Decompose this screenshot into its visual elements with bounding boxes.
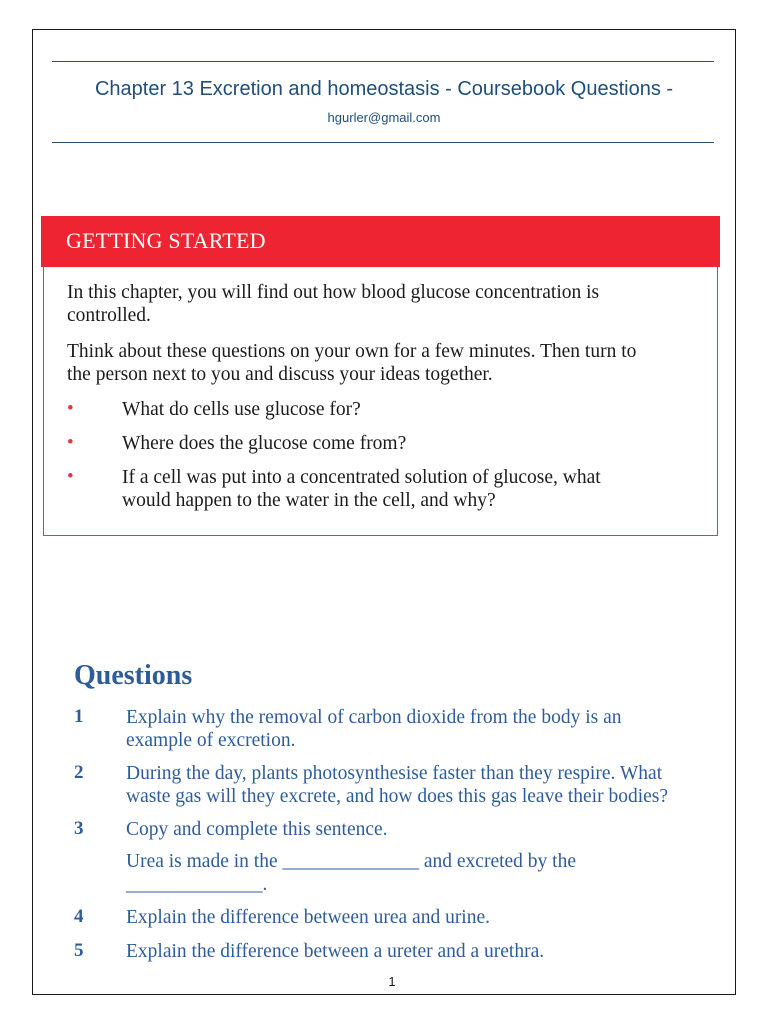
question-number-5: 5	[74, 940, 84, 961]
bullet-marker: •	[67, 432, 74, 453]
header-top-rule	[52, 61, 714, 62]
question-number-2: 2	[74, 762, 84, 783]
header-bottom-rule	[52, 142, 714, 143]
bullet-marker: •	[67, 398, 74, 419]
question-number-4: 4	[74, 906, 84, 927]
think-line-1: Think about these questions on your own for a few minutes. Then turn to	[67, 341, 637, 362]
question-2-line-1: During the day, plants photosynthesise faster than they respire. What	[126, 763, 663, 784]
bullet-item-3-line-2: would happen to the water in the cell, and why?	[122, 490, 496, 511]
getting-started-title: GETTING STARTED	[66, 228, 266, 253]
question-1-line-1: Explain why the removal of carbon dioxide from the body is an	[126, 707, 622, 728]
intro-line-1: In this chapter, you will find out how blood glucose concentration is	[67, 282, 600, 303]
intro-line-2: controlled.	[67, 305, 151, 326]
page-title: Chapter 13 Excretion and homeostasis - Coursebook Questions -	[94, 78, 674, 100]
bullet-item-3-line-1: If a cell was put into a concentrated solution of glucose, what	[122, 467, 601, 488]
author-email: hgurler@gmail.com	[327, 110, 441, 125]
question-3-line-1: Copy and complete this sentence.	[126, 819, 388, 840]
question-3-sentence-line-1: Urea is made in the ______________ and excreted by the	[126, 851, 576, 872]
question-3-sentence-line-2: ______________.	[126, 874, 268, 895]
bullet-marker: •	[67, 466, 74, 487]
question-2-line-2: waste gas will they excrete, and how does this gas leave their bodies?	[126, 786, 669, 807]
page-number: 1	[388, 974, 396, 989]
bullet-item-1: What do cells use glucose for?	[122, 399, 361, 420]
question-number-1: 1	[74, 706, 84, 727]
question-5-line-1: Explain the difference between a ureter and a urethra.	[126, 941, 545, 962]
question-number-3: 3	[74, 818, 84, 839]
think-line-2: the person next to you and discuss your ideas together.	[67, 364, 493, 385]
question-4-line-1: Explain the difference between urea and urine.	[126, 907, 491, 928]
question-1-line-2: example of excretion.	[126, 730, 296, 751]
bullet-item-2: Where does the glucose come from?	[122, 433, 407, 454]
questions-heading: Questions	[74, 660, 193, 691]
